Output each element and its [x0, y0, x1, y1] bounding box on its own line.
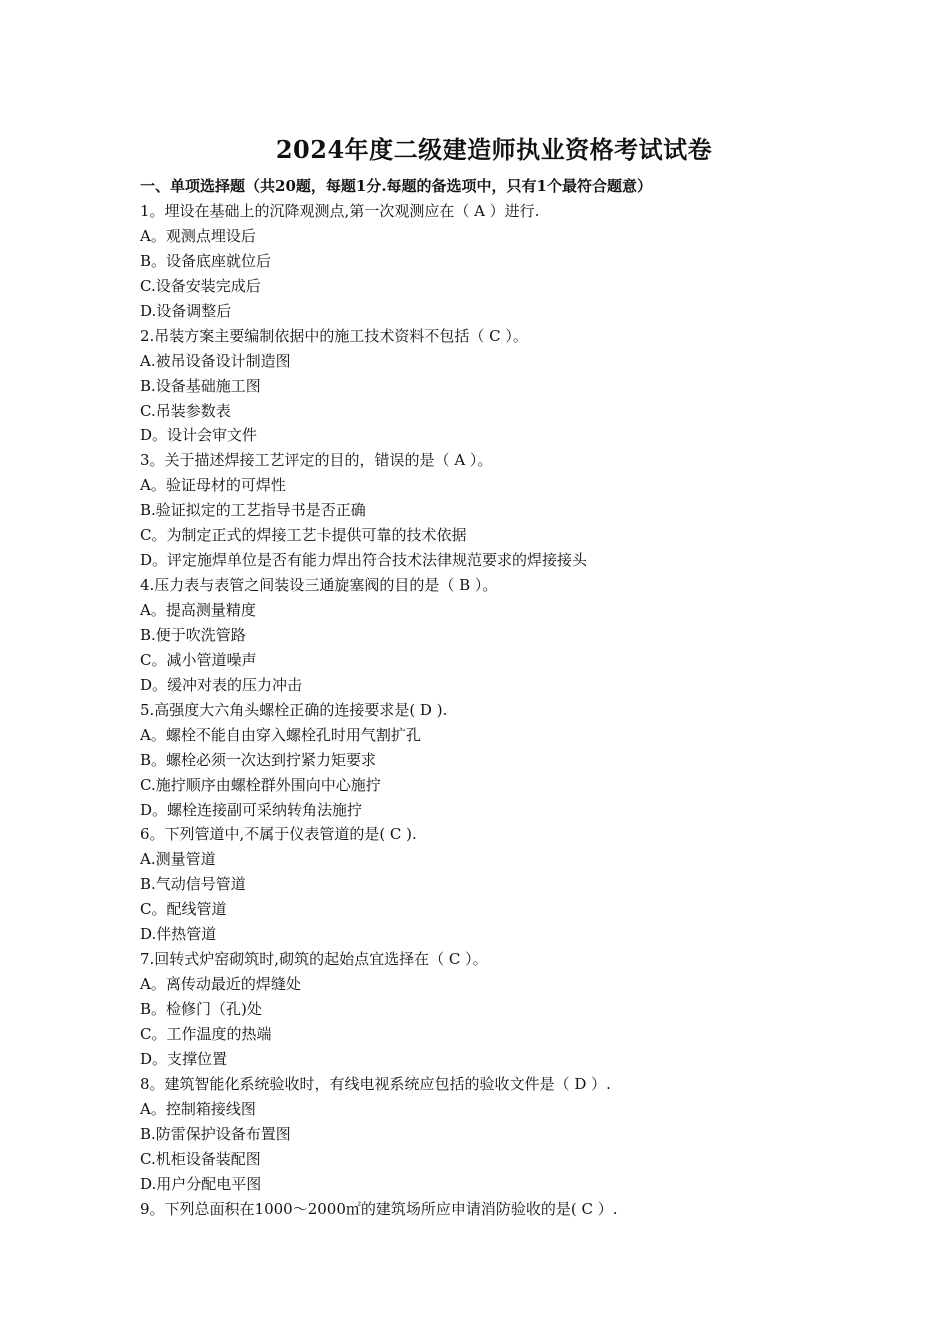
answer-option: C。减小管道噪声: [140, 650, 257, 669]
answer-option: B.便于吹洗管路: [140, 625, 246, 644]
question-stem: 4.压力表与表管之间装设三通旋塞阀的目的是（ B ）。: [140, 576, 498, 595]
section-header: 一、单项选择题（共20题，每题1分.每题的备选项中，只有1个最符合题意）: [140, 177, 652, 195]
answer-option: C。工作温度的热端: [140, 1024, 272, 1043]
question-stem: 3。关于描述焊接工艺评定的目的，错误的是（ A ）。: [140, 451, 493, 470]
answer-option: D。缓冲对表的压力冲击: [140, 675, 303, 694]
question-stem: 8。建筑智能化系统验收时，有线电视系统应包括的验收文件是（ D ）.: [140, 1074, 611, 1093]
answer-option: C。配线管道: [140, 900, 227, 919]
answer-option: D.设备调整后: [140, 301, 232, 320]
answer-option: D。评定施焊单位是否有能力焊出符合技术法律规范要求的焊接接头: [140, 551, 588, 570]
question-stem: 6。下列管道中,不属于仪表管道的是( C ).: [140, 825, 417, 844]
question-stem: 9。下列总面积在1000～2000㎡的建筑场所应申请消防验收的是( C ）.: [140, 1199, 618, 1218]
question-stem: 1。埋设在基础上的沉降观测点,第一次观测应在（ A ）进行.: [140, 202, 540, 220]
answer-option: D.用户分配电平图: [140, 1174, 262, 1193]
answer-option: A.被吊设备设计制造图: [140, 351, 291, 370]
answer-option: D。设计会审文件: [140, 426, 258, 445]
answer-option: B.气动信号管道: [140, 875, 246, 894]
document-title: 2024年度二级建造师执业资格考试试卷: [275, 135, 713, 164]
answer-option: A。离传动最近的焊缝处: [140, 975, 301, 994]
question-list: [140, 199, 920, 1221]
answer-option: C.设备安装完成后: [140, 276, 261, 295]
answer-option: A。控制箱接线图: [140, 1099, 256, 1118]
question-stem: 2.吊装方案主要编制依据中的施工技术资料不包括（ C ）。: [140, 326, 528, 345]
answer-option: B。检修门（孔)处: [140, 1000, 262, 1018]
answer-option: C。为制定正式的焊接工艺卡提供可靠的技术依据: [140, 526, 467, 545]
answer-option: B.设备基础施工图: [140, 376, 261, 395]
answer-option: A.测量管道: [140, 850, 216, 869]
answer-option: D.伴热管道: [140, 925, 217, 944]
question-stem: 7.回转式炉窑砌筑时,砌筑的起始点宜选择在（ C ）。: [140, 950, 488, 969]
answer-option: B.防雷保护设备布置图: [140, 1124, 291, 1143]
answer-option: A。验证母材的可焊性: [140, 476, 286, 495]
answer-option: A。螺栓不能自由穿入螺栓孔时用气割扩孔: [140, 725, 421, 744]
answer-option: B。螺栓必须一次达到拧紧力矩要求: [140, 750, 377, 769]
answer-option: A。提高测量精度: [140, 601, 256, 619]
answer-option: C.施拧顺序由螺栓群外围向中心施拧: [140, 775, 381, 794]
answer-option: C.吊装参数表: [140, 401, 231, 420]
answer-option: D。支撑位置: [140, 1049, 228, 1068]
answer-option: B。设备底座就位后: [140, 251, 272, 270]
question-stem: 5.高强度大六角头螺栓正确的连接要求是( D ).: [140, 700, 448, 719]
answer-option: D。螺栓连接副可采纳转角法施拧: [140, 800, 363, 819]
answer-option: B.验证拟定的工艺指导书是否正确: [140, 501, 366, 520]
answer-option: C.机柜设备装配图: [140, 1149, 261, 1168]
answer-option: A。观测点埋设后: [140, 226, 256, 245]
